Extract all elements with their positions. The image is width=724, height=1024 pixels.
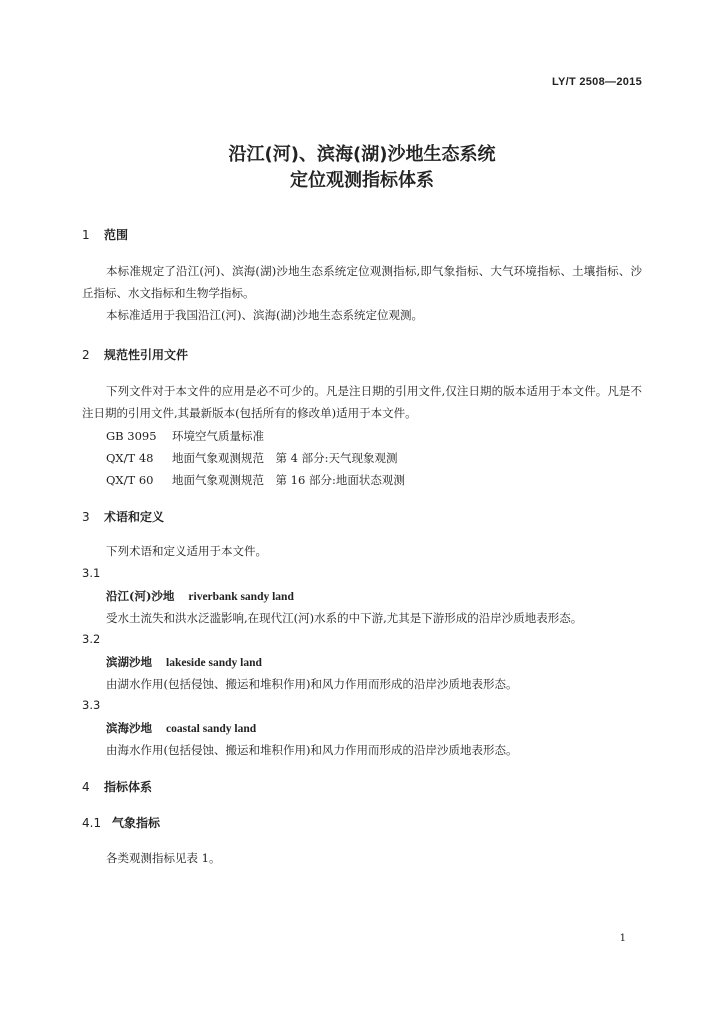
reference-code: QX/T 48	[106, 451, 154, 465]
term-english: riverbank sandy land	[188, 591, 294, 603]
reference-item	[106, 428, 264, 444]
document-title-line2: 定位观测指标体系	[290, 170, 434, 191]
section-title: 规范性引用文件	[104, 348, 189, 362]
reference-name: 地面气象观测规范 第 16 部分:地面状态观测	[172, 473, 405, 487]
term-heading	[106, 720, 256, 736]
section-3-heading	[82, 508, 164, 525]
term-english: lakeside sandy land	[166, 657, 262, 669]
reference-name: 地面气象观测规范 第 4 部分:天气现象观测	[172, 451, 398, 465]
section-title: 术语和定义	[104, 510, 165, 524]
term-chinese: 滨海沙地	[106, 721, 152, 735]
reference-code: GB 3095	[106, 429, 157, 443]
section-1-paragraph-2: 本标准适用于我国沿江(河)、滨海(湖)沙地生态系统定位观测。	[106, 308, 423, 322]
section-number: 4	[82, 780, 90, 794]
section-2-heading	[82, 346, 188, 363]
subsection-4-1-heading	[82, 814, 160, 831]
section-title: 指标体系	[104, 780, 153, 794]
standard-code: LY/T 2508—2015	[551, 76, 642, 88]
term-definition: 由湖水作用(包括侵蚀、搬运和堆积作用)和风力作用而形成的沿岸沙质地表形态。	[106, 677, 518, 691]
section-4-heading	[82, 778, 152, 795]
section-3-intro: 下列术语和定义适用于本文件。	[106, 544, 267, 558]
term-number: 3.2	[82, 632, 101, 646]
subsection-4-1-text: 各类观测指标见表 1。	[106, 851, 221, 865]
subsection-number: 4.1	[82, 816, 102, 830]
reference-item	[106, 472, 405, 488]
term-definition: 由海水作用(包括侵蚀、搬运和堆积作用)和风力作用而形成的沿岸沙质地表形态。	[106, 743, 518, 757]
section-1-paragraph-1: 本标准规定了沿江(河)、滨海(湖)沙地生态系统定位观测指标,即气象指标、大气环境指标、土壤指标、沙丘指标、水文指标和生物学指标。	[82, 264, 642, 300]
term-definition: 受水土流失和洪水泛滥影响,在现代江(河)水系的中下游,尤其是下游形成的沿岸沙质地表形态。	[106, 611, 583, 625]
term-chinese: 滨湖沙地	[106, 655, 152, 669]
section-number: 1	[82, 228, 90, 242]
document-title-line1: 沿江(河)、滨海(湖)沙地生态系统	[228, 144, 496, 165]
term-english: coastal sandy land	[166, 723, 257, 735]
reference-code: QX/T 60	[106, 473, 154, 487]
term-heading	[106, 588, 294, 604]
page-number: 1	[619, 933, 626, 944]
term-number: 3.1	[82, 566, 101, 580]
subsection-title: 气象指标	[112, 816, 161, 830]
section-number: 3	[82, 510, 90, 524]
section-number: 2	[82, 348, 90, 362]
term-heading	[106, 654, 262, 670]
reference-name: 环境空气质量标准	[172, 429, 264, 443]
term-chinese: 沿江(河)沙地	[106, 589, 175, 603]
term-number: 3.3	[82, 698, 101, 712]
section-1-heading	[82, 226, 128, 243]
section-2-paragraph-1: 下列文件对于本文件的应用是必不可少的。凡是注日期的引用文件,仅注日期的版本适用于本文件。凡是不注日期的引用文件,其最新版本(包括所有的修改单)适用于本文件。	[82, 384, 642, 420]
reference-item	[106, 450, 398, 466]
section-title: 范围	[104, 228, 129, 242]
